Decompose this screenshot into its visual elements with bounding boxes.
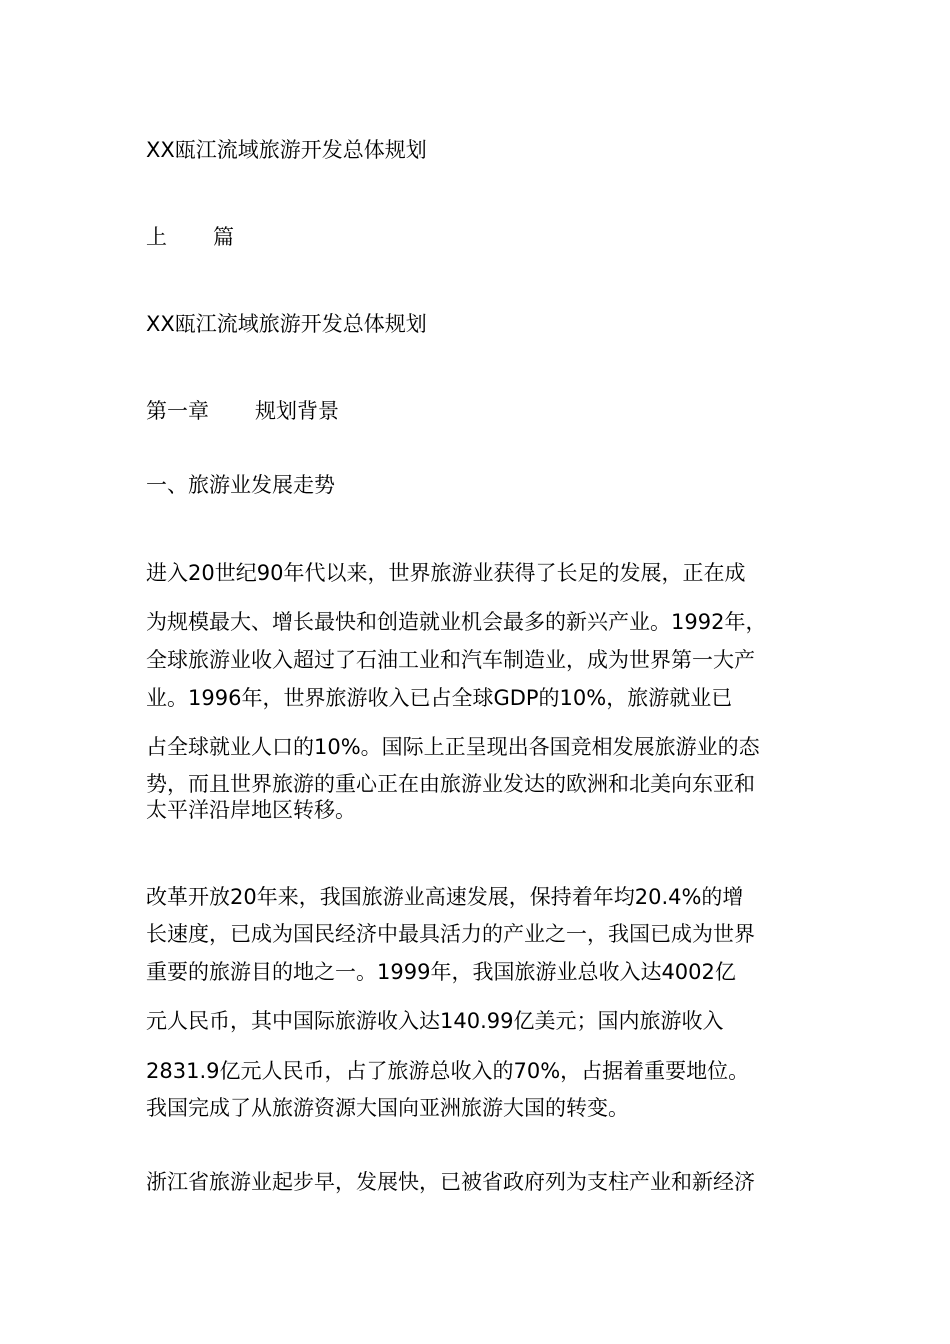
section-heading: 一、旅游业发展走势 (146, 473, 335, 497)
paragraph-line: 全球旅游业收入超过了石油工业和汽车制造业，成为世界第一大产 (146, 648, 755, 672)
paragraph-line: 进入20世纪90年代以来，世界旅游业获得了长足的发展，正在成 (146, 561, 746, 585)
paragraph-line: 为规模最大、增长最快和创造就业机会最多的新兴产业。1992年， (146, 610, 767, 634)
part-label-char-2: 篇 (213, 225, 234, 249)
paragraph-line: 占全球就业人口的10%。国际上正呈现出各国竞相发展旅游业的态 (146, 735, 760, 759)
chapter-number: 第一章 (146, 399, 209, 423)
document-title: XX瓯江流域旅游开发总体规划 (146, 138, 427, 162)
paragraph-line: 势，而且世界旅游的重心正在由旅游业发达的欧洲和北美向东亚和 (146, 772, 755, 796)
paragraph-line: 太平洋沿岸地区转移。 (146, 798, 356, 822)
paragraph-line: 元人民币，其中国际旅游收入达140.99亿美元；国内旅游收入 (146, 1009, 724, 1033)
paragraph-line: 浙江省旅游业起步早，发展快，已被省政府列为支柱产业和新经济 (146, 1170, 755, 1194)
paragraph-line: 2831.9亿元人民币，占了旅游总收入的70%，占据着重要地位。 (146, 1059, 750, 1083)
paragraph-line: 我国完成了从旅游资源大国向亚洲旅游大国的转变。 (146, 1096, 629, 1120)
paragraph-line: 长速度，已成为国民经济中最具活力的产业之一，我国已成为世界 (146, 922, 755, 946)
document-subtitle: XX瓯江流域旅游开发总体规划 (146, 312, 427, 336)
chapter-title: 规划背景 (255, 399, 339, 423)
part-label-char-1: 上 (146, 225, 167, 249)
paragraph-line: 改革开放20年来，我国旅游业高速发展，保持着年均20.4%的增 (146, 885, 744, 909)
part-label (146, 224, 234, 250)
paragraph-line: 重要的旅游目的地之一。1999年，我国旅游业总收入达4002亿 (146, 960, 736, 984)
chapter-heading (146, 398, 339, 424)
paragraph-line: 业。1996年，世界旅游收入已占全球GDP的10%，旅游就业已 (146, 686, 733, 710)
